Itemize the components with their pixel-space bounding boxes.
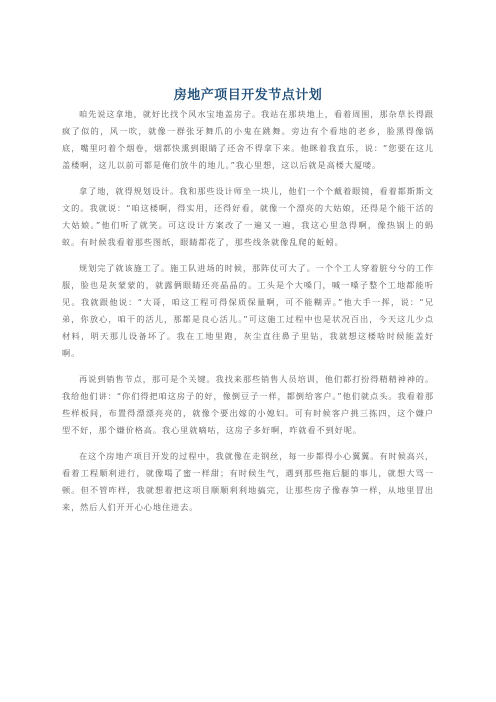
paragraph-sales: 再说到销售节点，那可是个关键。我找来那些销售人员培训，他们都打扮得精精神神的。我给他们讲：“你们得把咱这房子的好，像倒豆子一样，都倒给客户。”他们就点头。我看着那些样板间，布置得漂漂亮亮的，就像个要出嫁的小媳妇。可有时候客户挑三拣四，这个嫌户型不好，那个嫌价格高。我心里就嘀咕，这房子多好啊，咋就看不到好呢。 — [62, 374, 434, 435]
paragraph-construction: 规划完了就该施工了。施工队进场的时候，那阵仗可大了。一个个工人穿着脏兮兮的工作服，脸也是灰蒙蒙的，就露俩眼睛还亮晶晶的。工头是个大嗓门，喊一嗓子整个工地都能听见。我就跟他说：“大哥，咱这工程可得保质保量啊，可不能糊弄。”他大手一挥，说：“兄弟，你放心，咱干的活儿，那都是良心活儿。”可这施工过程中也是状况百出，今天这儿少点材料，明天那儿设备坏了。我在工地里跑，灰尘直往鼻子里钻，我就想这楼啥时候能盖好啊。 — [62, 263, 434, 358]
paragraph-land-acquisition: 咱先说这拿地，就好比找个风水宝地盖房子。我站在那块地上，看着周围，那杂草长得跟疯了似的，风一吹，就像一群张牙舞爪的小鬼在跳舞。旁边有个看地的老乡，脸黑得像锅底，嘴里叼着个烟卷，烟都快熏到眼睛了还舍不得拿下来。他眯着我直乐，说：“您要在这儿盖楼啊，这儿以前可都是俺们放牛的地儿。”我心里想，这以后就是高楼大厦喽。 — [62, 109, 434, 170]
document-body — [62, 106, 434, 525]
document-title: 房地产项目开发节点计划 — [173, 88, 323, 103]
paragraph-summary: 在这个房地产项目开发的过程中，我就像在走钢丝，每一步都得小心翼翼。有时候高兴，看着工程顺利进行，就像喝了蜜一样甜；有时候生气，遇到那些拖后腿的事儿，就想大骂一顿。但不管咋样，我就想着把这项目顺顺利利地搞完，让那些房子像春笋一样，从地里冒出来，然后人们开开心心地住进去。 — [62, 451, 434, 512]
paragraph-planning-design: 拿了地，就得规划设计。我和那些设计师坐一块儿，他们一个个戴着眼镜，看着都斯斯文文的。我就说：“咱这楼啊，得实用，还得好看，就像一个漂亮的大姑娘，还得是个能干活的大姑娘。”他们听了就笑。可这设计方案改了一遍又一遍，我这心里急得啊，像热锅上的蚂蚁。有时候我看着那些图纸，眼睛都花了，那些线条就像乱爬的蚯蚓。 — [62, 186, 434, 247]
